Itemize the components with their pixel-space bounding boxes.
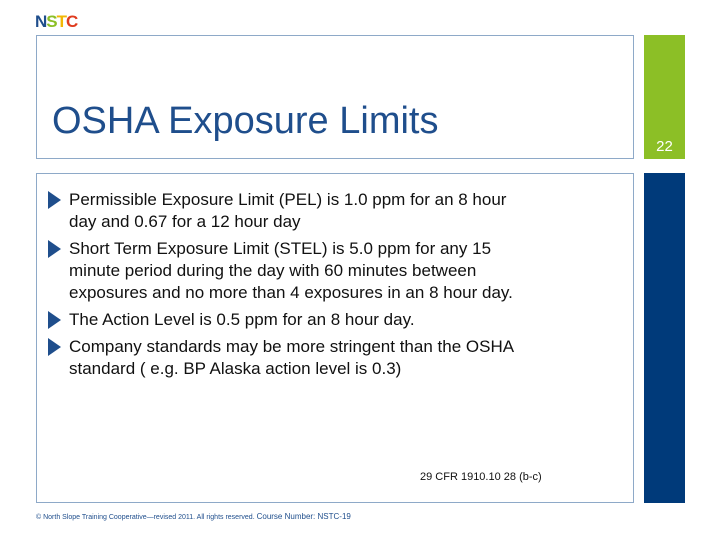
bullet-text: The Action Level is 0.5 ppm for an 8 hour day.	[69, 310, 415, 329]
bullet-text: Permissible Exposure Limit (PEL) is 1.0 ppm for an 8 hour day and 0.67 for a 12 hour day	[69, 190, 507, 231]
bullet-item	[45, 336, 515, 380]
logo-letter-n: N	[35, 12, 47, 31]
bullet-arrow-icon	[48, 338, 61, 356]
slide-title: OSHA Exposure Limits	[52, 100, 439, 142]
bullet-item	[45, 189, 515, 233]
footer	[36, 512, 351, 521]
bullet-text: Short Term Exposure Limit (STEL) is 5.0 ppm for any 15 minute period during the day with 60 minutes between exposures and no more than 4 exposures in an 8 hour day.	[69, 239, 513, 302]
logo-letter-t: T	[56, 12, 67, 31]
footer-course-number: Course Number: NSTC-19	[256, 512, 351, 521]
footer-copyright: © North Slope Training Cooperative—revised 2011. All rights reserved.	[36, 514, 255, 521]
citation: 29 CFR 1910.10 28 (b-c)	[420, 471, 542, 483]
blue-accent-bar	[644, 173, 685, 503]
bullet-item	[45, 238, 515, 304]
bullet-arrow-icon	[48, 311, 61, 329]
bullet-arrow-icon	[48, 191, 61, 209]
bullet-arrow-icon	[48, 240, 61, 258]
bullet-item	[45, 309, 515, 331]
bullet-text: Company standards may be more stringent than the OSHA standard ( e.g. BP Alaska action level is 0.3)	[69, 337, 514, 378]
slide-number: 22	[656, 138, 673, 155]
bullet-list	[45, 189, 515, 385]
logo-letter-c: C	[66, 12, 78, 31]
nstc-logo	[35, 13, 77, 31]
logo-letter-s: S	[46, 12, 57, 31]
